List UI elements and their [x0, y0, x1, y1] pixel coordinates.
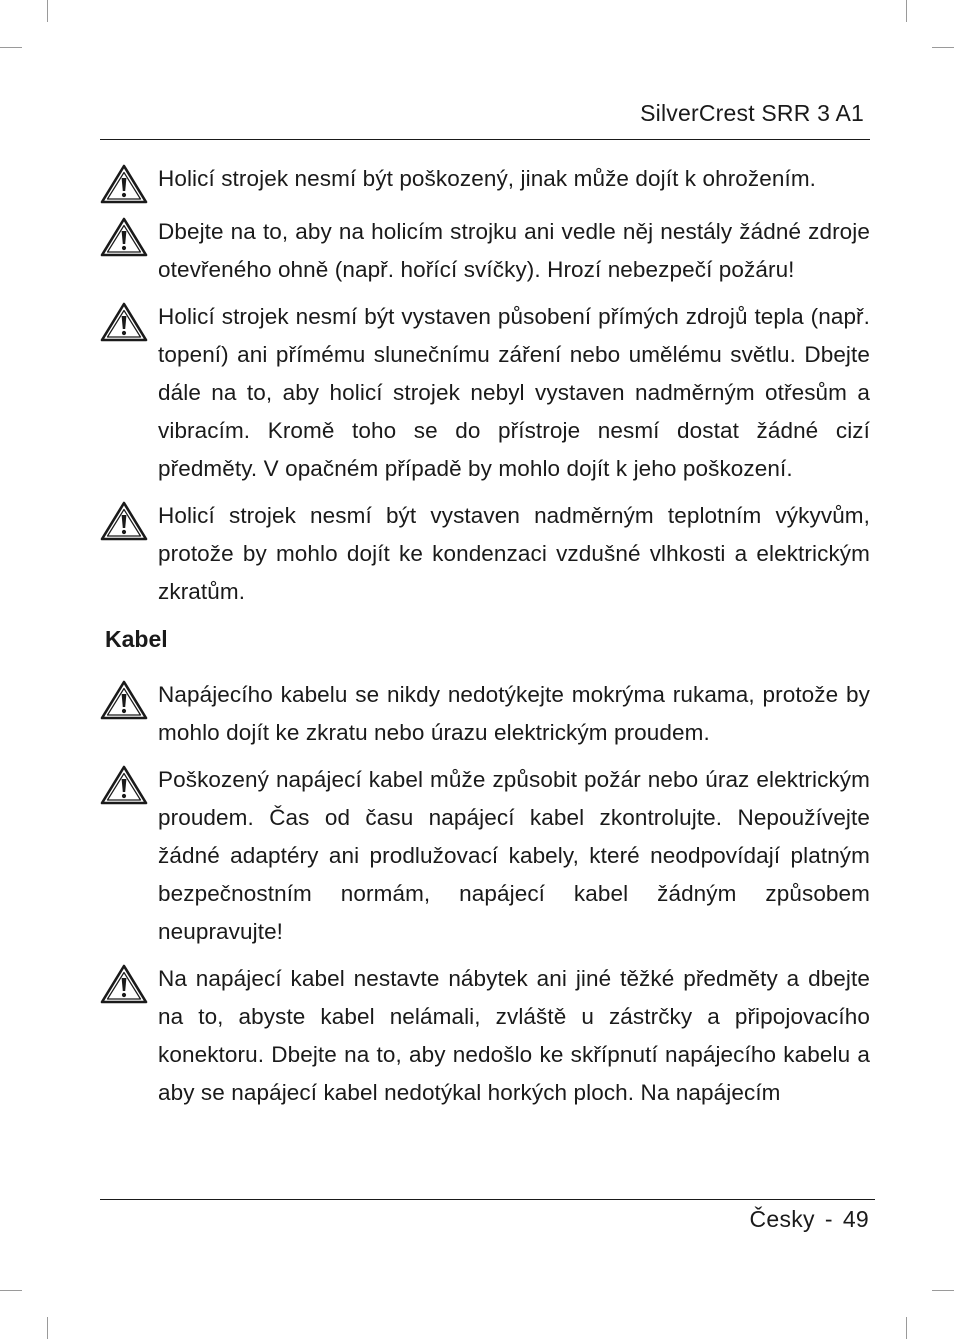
warning-item	[100, 676, 870, 752]
page-content	[100, 160, 870, 1121]
warning-triangle-icon	[100, 298, 158, 342]
crop-mark	[932, 1290, 954, 1291]
crop-mark	[906, 0, 907, 22]
warning-item	[100, 298, 870, 488]
warning-text: Holicí strojek nesmí být vystaven nadměrným teplotním výkyvům, protože by mohlo dojít ke kondenzaci vzdušné vlhkosti a elektrickým zkratům.	[158, 503, 870, 604]
crop-mark	[906, 1317, 907, 1339]
warning-text: Holicí strojek nesmí být poškozený, jinak může dojít k ohrožením.	[158, 166, 817, 191]
warning-item	[100, 213, 870, 289]
page-header-title: SilverCrest SRR 3 A1	[640, 100, 864, 126]
page-footer	[749, 1206, 869, 1233]
header-rule	[100, 139, 870, 140]
crop-mark	[932, 47, 954, 48]
footer-language: Česky	[749, 1206, 815, 1232]
warning-item	[100, 160, 870, 204]
crop-mark	[47, 0, 48, 22]
warning-triangle-icon	[100, 960, 158, 1004]
warning-triangle-icon	[100, 761, 158, 805]
page-number: 49	[842, 1206, 869, 1232]
warning-triangle-icon	[100, 160, 158, 204]
warning-item	[100, 761, 870, 951]
warning-text: Poškozený napájecí kabel může způsobit požár nebo úraz elektrickým proudem. Čas od času napájecí kabel zkontrolujte. Nepoužívejte žádné adaptéry ani prodlužovací kabely, které neodpovídají platným bezpečnostním normám, napájecí kabel žádným způsobem neupravujte!	[158, 767, 870, 944]
footer-rule	[100, 1199, 875, 1200]
warning-triangle-icon	[100, 676, 158, 720]
footer-separator: -	[824, 1206, 833, 1232]
warning-item	[100, 497, 870, 611]
warnings-list	[100, 676, 870, 1112]
warning-item	[100, 960, 870, 1112]
crop-mark	[47, 1317, 48, 1339]
section-heading: Kabel	[105, 626, 168, 652]
crop-mark	[0, 1290, 22, 1291]
warnings-list	[100, 160, 870, 611]
warning-text: Dbejte na to, aby na holicím strojku ani vedle něj nestály žádné zdroje otevřeného ohně (např. hořící svíčky). Hrozí nebezpečí požáru!	[158, 219, 870, 282]
warning-text: Holicí strojek nesmí být vystaven působení přímých zdrojů tepla (např. topení) ani přímému slunečnímu záření nebo umělému světlu. Dbejte dále na to, aby holicí strojek nebyl vystaven nadměrným otřesům a vibracím. Kromě toho se do přístroje nesmí dostat žádné cizí předměty. V opačném případě by mohlo dojít k jeho poškození.	[158, 304, 870, 481]
crop-mark	[0, 47, 22, 48]
warning-text: Napájecího kabelu se nikdy nedotýkejte mokrýma rukama, protože by mohlo dojít ke zkratu nebo úrazu elektrickým proudem.	[158, 682, 870, 745]
warning-triangle-icon	[100, 213, 158, 257]
warning-triangle-icon	[100, 497, 158, 541]
warning-text: Na napájecí kabel nestavte nábytek ani jiné těžké předměty a dbejte na to, abyste kabel nelámali, zvláště u zástrčky a připojovacího konektoru. Dbejte na to, aby nedošlo ke skřípnutí napájecího kabelu a aby se napájecí kabel nedotýkal horkých ploch. Na napájecím	[158, 966, 870, 1105]
